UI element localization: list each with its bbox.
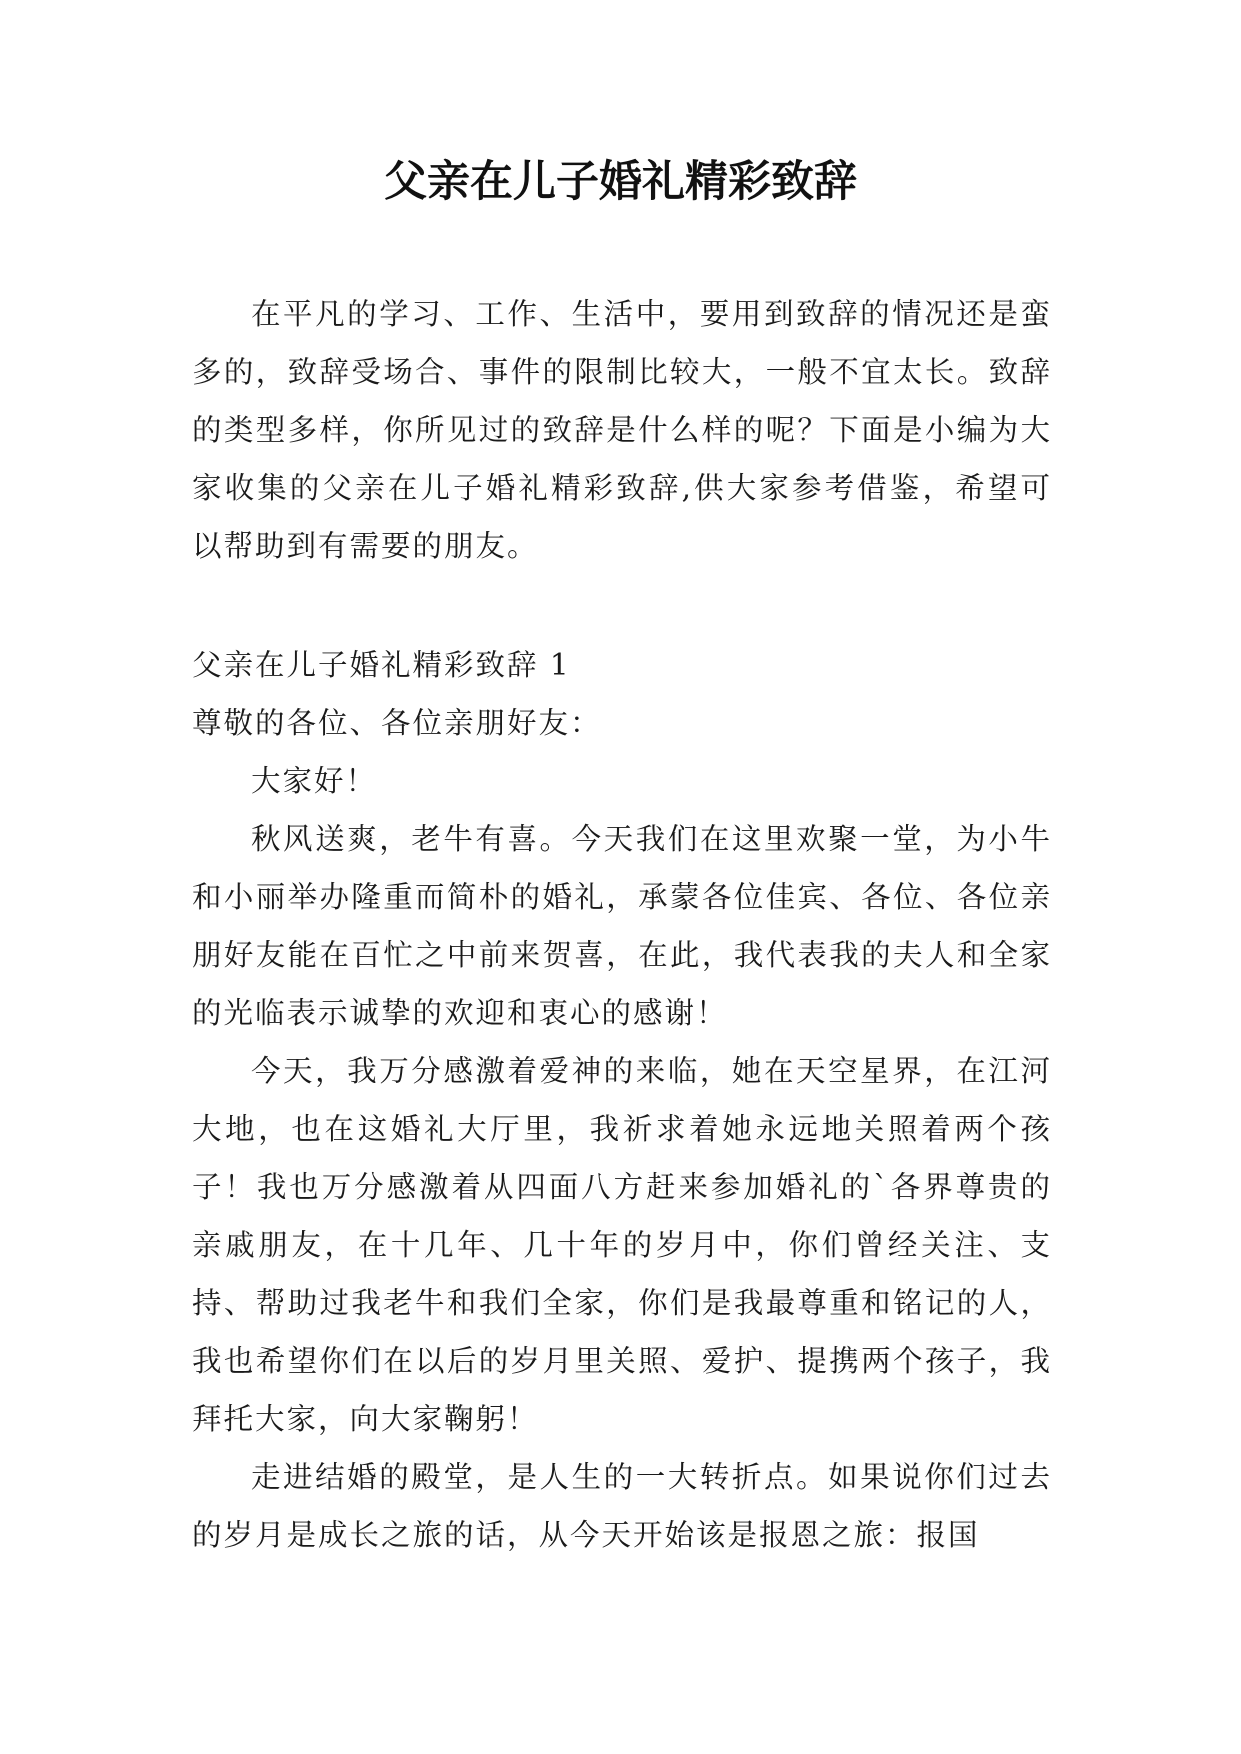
document-title: 父亲在儿子婚礼精彩致辞 — [384, 157, 857, 207]
speech-paragraph: 今天，我万分感激着爱神的来临，她在天空星界，在江河大地，也在这婚礼大厅里，我祈求着她永远地关照着两个孩子！我也万分感激着从四面八方赶来参加婚礼的`各界尊贵的亲戚朋友，在十几年、几十年的岁月中，你们曾经关注、支持、帮助过我老牛和我们全家，你们是我最尊重和铭记的人，我也希望你们在以后的岁月里关照、爱护、提携两个孩子，我拜托大家，向大家鞠躬！ — [192, 1054, 1052, 1436]
intro-block — [192, 285, 1052, 575]
speech-section — [192, 636, 1052, 1564]
section-heading: 父亲在儿子婚礼精彩致辞 1 — [192, 648, 571, 682]
salutation: 尊敬的各位、各位亲朋好友： — [192, 706, 602, 740]
intro-paragraph: 在平凡的学习、工作、生活中，要用到致辞的情况还是蛮多的，致辞受场合、事件的限制比较大，一般不宜太长。致辞的类型多样，你所见过的致辞是什么样的呢？下面是小编为大家收集的父亲在儿子婚礼精彩致辞,供大家参考借鉴，希望可以帮助到有需要的朋友。 — [192, 297, 1052, 563]
speech-paragraph: 走进结婚的殿堂，是人生的一大转折点。如果说你们过去的岁月是成长之旅的话，从今天开始该是报恩之旅：报国 — [192, 1460, 1052, 1552]
speech-paragraph: 秋风送爽，老牛有喜。今天我们在这里欢聚一堂，为小牛和小丽举办隆重而简朴的婚礼，承蒙各位佳宾、各位、各位亲朋好友能在百忙之中前来贺喜，在此，我代表我的夫人和全家的光临表示诚挚的欢迎和衷心的感谢！ — [192, 822, 1052, 1030]
greeting: 大家好！ — [251, 764, 378, 798]
